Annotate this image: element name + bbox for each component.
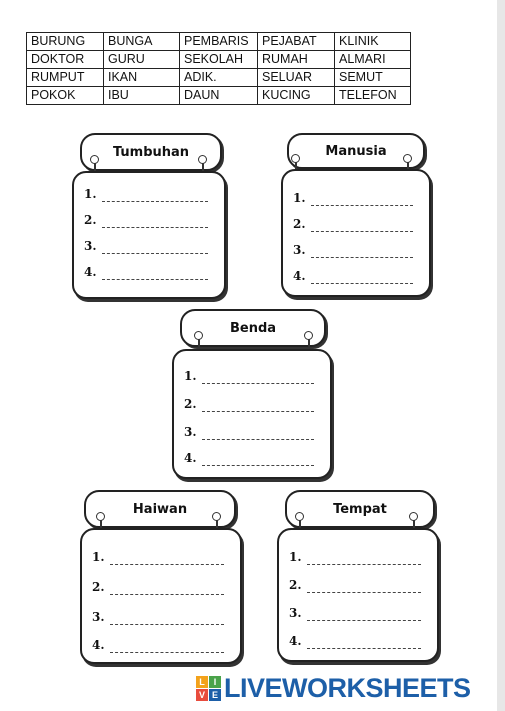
line-number: 2. [293,217,306,231]
line-number: 3. [289,606,302,620]
card-title: Haiwan [132,501,188,517]
table-row [27,33,411,51]
blank-line [307,620,421,621]
logo-letter: I [209,676,221,688]
ring-icon [304,331,313,340]
answer-board [277,528,439,662]
answer-board [72,171,226,299]
answer-board [80,528,242,664]
ring-icon [90,155,99,164]
table-cell: PEMBARIS [180,33,258,51]
blank-line [110,624,224,625]
line-number: 3. [293,243,306,257]
table-cell: KLINIK [335,33,411,51]
card-title-tab [180,309,326,347]
line-number: 3. [84,239,97,253]
table-cell: PEJABAT [258,33,335,51]
category-card-tumbuhan [72,133,230,279]
line-number: 2. [289,578,302,592]
table-cell: RUMPUT [27,69,104,87]
card-title: Tumbuhan [112,144,190,160]
line-number: 1. [92,550,105,564]
card-title: Tempat [333,501,387,517]
ring-icon [96,512,105,521]
answer-line[interactable] [289,634,427,654]
page-edge [497,0,505,711]
table-cell: KUCING [258,87,335,105]
ring-icon [403,154,412,163]
word-bank-table [26,32,411,105]
category-card-tempat [277,490,443,668]
answer-line[interactable] [289,606,427,626]
answer-board [172,349,332,479]
answer-line[interactable] [289,578,427,598]
line-number: 4. [84,265,97,279]
table-cell: SEKOLAH [180,51,258,69]
logo-letter: E [209,689,221,701]
logo-icon [196,676,221,701]
line-number: 1. [84,187,97,201]
table-cell: DAUN [180,87,258,105]
card-title: Manusia [325,143,387,159]
blank-line [307,648,421,649]
table-cell: SEMUT [335,69,411,87]
ring-icon [198,155,207,164]
ring-icon [212,512,221,521]
line-number: 3. [92,610,105,624]
table-cell: RUMAH [258,51,335,69]
line-number: 4. [184,451,197,465]
blank-line [102,279,208,280]
line-number: 1. [293,191,306,205]
table-row [27,51,411,69]
answer-line[interactable] [184,451,320,471]
line-number: 2. [92,580,105,594]
ring-icon [295,512,304,521]
card-title-tab [84,490,236,528]
blank-line [102,201,208,202]
blank-line [311,283,413,284]
ring-icon [194,331,203,340]
blank-line [202,383,314,384]
blank-line [202,439,314,440]
answer-line[interactable] [293,217,419,237]
ring-icon [409,512,418,521]
table-cell: POKOK [27,87,104,105]
table-row [27,69,411,87]
blank-line [311,257,413,258]
answer-line[interactable] [184,369,320,389]
blank-line [307,592,421,593]
blank-line [110,594,224,595]
table-cell: DOKTOR [27,51,104,69]
line-number: 2. [84,213,97,227]
table-cell: TELEFON [335,87,411,105]
table-cell: IBU [104,87,180,105]
table-cell: BUNGA [104,33,180,51]
answer-line[interactable] [289,550,427,570]
card-title: Benda [229,320,277,336]
line-number: 1. [184,369,197,383]
card-title-tab [80,133,222,171]
answer-line[interactable] [92,610,230,630]
blank-line [311,205,413,206]
table-cell: ALMARI [335,51,411,69]
line-number: 2. [184,397,197,411]
logo-letter: L [196,676,208,688]
blank-line [311,231,413,232]
table-cell: BURUNG [27,33,104,51]
blank-line [202,411,314,412]
answer-board [281,169,431,297]
logo-letter: V [196,689,208,701]
blank-line [110,652,224,653]
blank-line [202,465,314,466]
answer-line[interactable] [184,425,320,445]
line-number: 4. [289,634,302,648]
blank-line [307,564,421,565]
table-cell: SELUAR [258,69,335,87]
ring-icon [291,154,300,163]
answer-line[interactable] [92,550,230,570]
answer-line[interactable] [84,213,214,233]
liveworksheets-logo[interactable] [196,674,471,702]
table-cell: IKAN [104,69,180,87]
blank-line [102,253,208,254]
answer-line[interactable] [84,239,214,259]
card-title-tab [287,133,425,169]
answer-line[interactable] [184,397,320,417]
category-card-haiwan [80,490,246,670]
category-card-benda [172,309,336,481]
logo-text: LIVEWORKSHEETS [224,672,471,703]
line-number: 3. [184,425,197,439]
table-cell: ADIK. [180,69,258,87]
line-number: 4. [92,638,105,652]
answer-line[interactable] [92,638,230,658]
answer-line[interactable] [293,191,419,211]
answer-line[interactable] [84,265,214,285]
blank-line [102,227,208,228]
table-cell: GURU [104,51,180,69]
answer-line[interactable] [293,269,419,289]
line-number: 1. [289,550,302,564]
table-row [27,87,411,105]
blank-line [110,564,224,565]
line-number: 4. [293,269,306,283]
answer-line[interactable] [293,243,419,263]
answer-line[interactable] [84,187,214,207]
category-card-manusia [281,133,433,299]
answer-line[interactable] [92,580,230,600]
